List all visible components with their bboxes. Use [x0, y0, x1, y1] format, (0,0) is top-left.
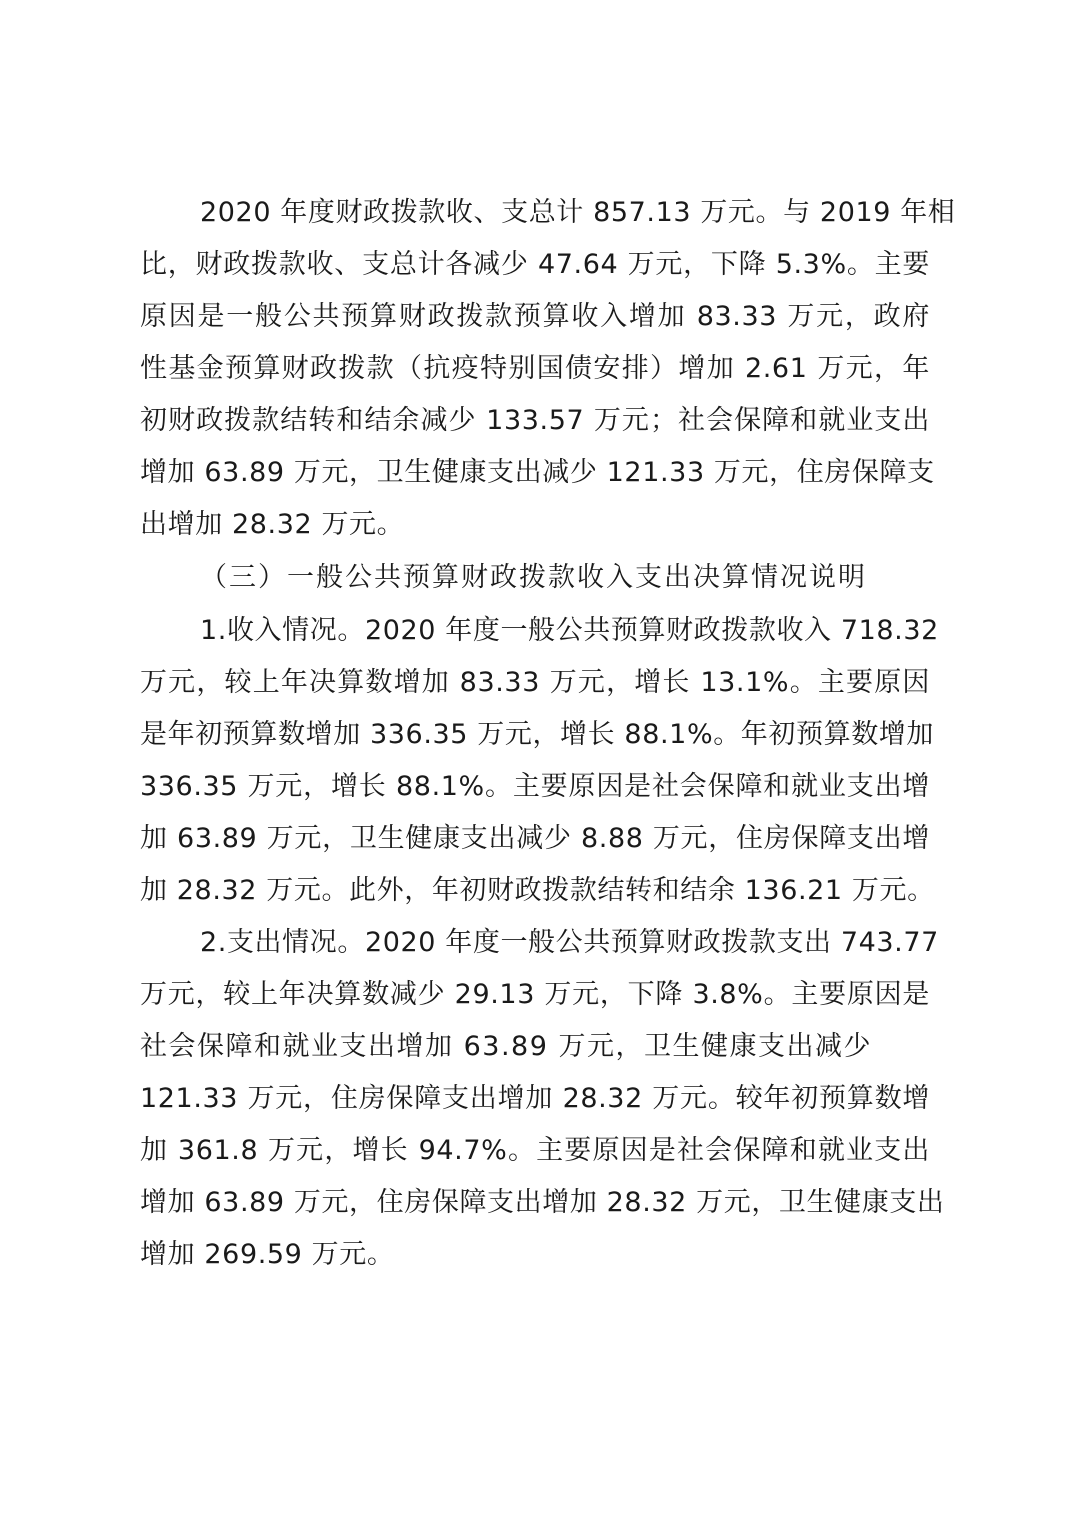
- paragraph-3-line-2: 万元，较上年决算数减少 29.13 万元，下降 3.8%。主要原因是: [140, 979, 930, 1010]
- paragraph-1-line-5: 初财政拨款结转和结余减少 133.57 万元；社会保障和就业支出: [140, 405, 930, 436]
- paragraph-2-line-2: 万元，较上年决算数增加 83.33 万元，增长 13.1%。主要原因: [140, 667, 930, 698]
- paragraph-3-line-7: 增加 269.59 万元。: [140, 1239, 395, 1270]
- paragraph-1-line-3: 原因是一般公共预算财政拨款预算收入增加 83.33 万元，政府: [140, 301, 930, 332]
- paragraph-3-line-4: 121.33 万元，住房保障支出增加 28.32 万元。较年初预算数增: [140, 1083, 930, 1114]
- paragraph-1-line-1: 2020 年度财政拨款收、支总计 857.13 万元。与 2019 年相: [200, 197, 956, 228]
- paragraph-3-line-3: 社会保障和就业支出增加 63.89 万元，卫生健康支出减少: [140, 1031, 872, 1062]
- paragraph-2-line-3: 是年初预算数增加 336.35 万元，增长 88.1%。年初预算数增加: [140, 719, 934, 750]
- paragraph-1-line-2: 比，财政拨款收、支总计各减少 47.64 万元，下降 5.3%。主要: [140, 249, 930, 280]
- section-heading: （三）一般公共预算财政拨款收入支出决算情况说明: [200, 562, 867, 593]
- paragraph-1-line-4: 性基金预算财政拨款（抗疫特别国债安排）增加 2.61 万元，年: [140, 353, 930, 384]
- paragraph-1-line-6: 增加 63.89 万元，卫生健康支出减少 121.33 万元，住房保障支: [140, 457, 935, 488]
- paragraph-2-line-1: 1.收入情况。2020 年度一般公共预算财政拨款收入 718.32: [200, 615, 939, 646]
- paragraph-3-line-1: 2.支出情况。2020 年度一般公共预算财政拨款支出 743.77: [200, 927, 939, 958]
- paragraph-3-line-6: 增加 63.89 万元，住房保障支出增加 28.32 万元，卫生健康支出: [140, 1187, 945, 1218]
- paragraph-2-line-5: 加 63.89 万元，卫生健康支出减少 8.88 万元，住房保障支出增: [140, 823, 930, 854]
- paragraph-2-line-4: 336.35 万元，增长 88.1%。主要原因是社会保障和就业支出增: [140, 771, 930, 802]
- paragraph-1-line-7: 出增加 28.32 万元。: [140, 509, 405, 540]
- paragraph-2-line-6: 加 28.32 万元。此外，年初财政拨款结转和结余 136.21 万元。: [140, 875, 935, 906]
- paragraph-3-line-5: 加 361.8 万元，增长 94.7%。主要原因是社会保障和就业支出: [140, 1135, 930, 1166]
